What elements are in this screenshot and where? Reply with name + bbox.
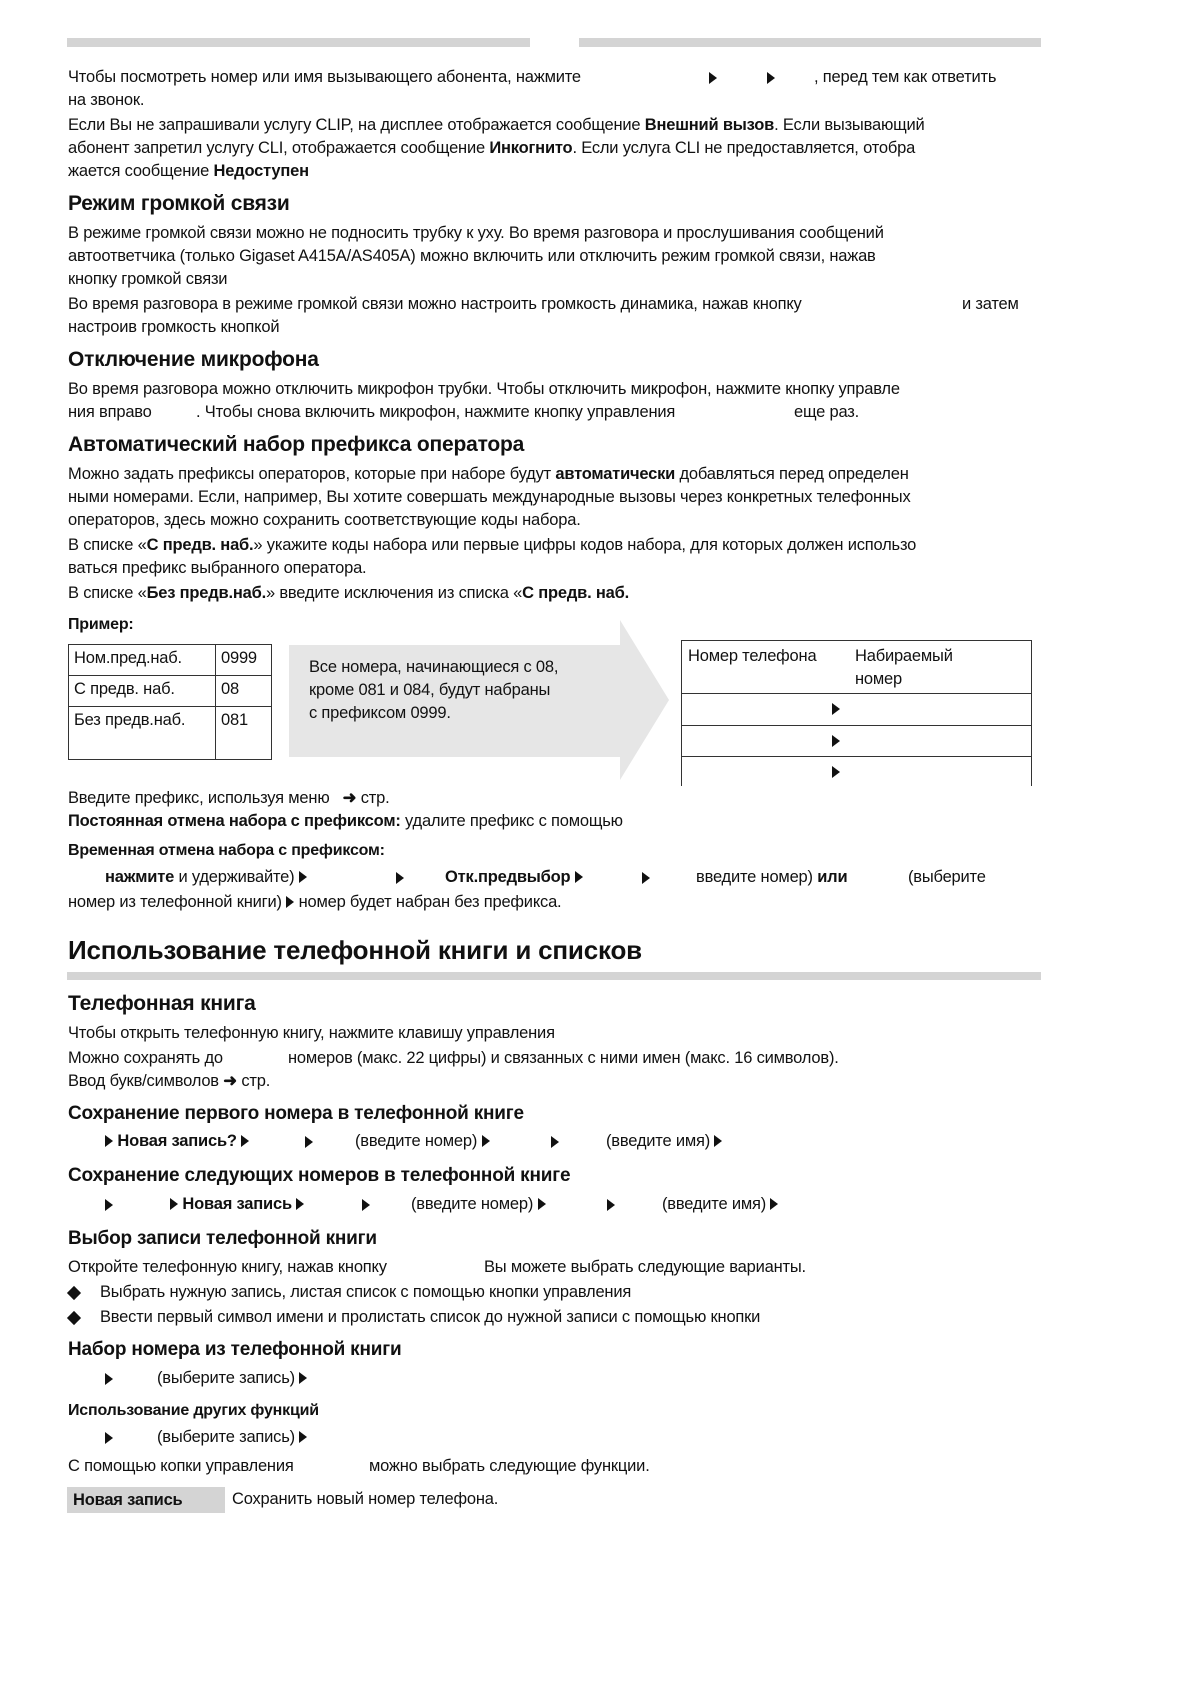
text: Введите префикс, используя меню ➜ стр.: [68, 789, 390, 807]
text: (введите имя): [662, 1194, 778, 1214]
text: ваться префикс выбранного оператора.: [68, 559, 367, 577]
section-heading: Автоматический набор префикса оператора: [68, 433, 525, 456]
option-description: Сохранить новый номер телефона.: [232, 1490, 499, 1508]
bullet-icon: [67, 1286, 81, 1300]
text: и затем: [962, 295, 1019, 313]
text: Ввод букв/символов ➜ стр.: [68, 1072, 271, 1090]
triangle-icon: [607, 1199, 615, 1211]
text: номер из телефонной книги) номер будет набран без префикса.: [68, 893, 562, 911]
text: Отк.предвыбор: [445, 867, 583, 887]
section-heading: Телефонная книга: [68, 992, 256, 1015]
subheading: Использование других функций: [68, 1402, 319, 1419]
triangle-icon: [709, 72, 717, 84]
list-item: Выбрать нужную запись, листая список с помощью кнопки управления: [100, 1283, 632, 1301]
text: (введите номер): [411, 1194, 546, 1214]
triangle-icon: [642, 872, 650, 884]
intro-line: [68, 67, 581, 87]
text: Откройте телефонную книгу, нажав кнопку: [68, 1258, 387, 1276]
text: Постоянная отмена набора с префиксом: удалите префикс с помощью: [68, 812, 623, 830]
header-bar-right: [579, 38, 1041, 47]
chapter-title: Использование телефонной книги и списков: [68, 935, 642, 965]
text: введите номер) или: [696, 868, 848, 886]
subsection-heading: Сохранение следующих номеров в телефонной книге: [68, 1165, 571, 1186]
triangle-icon: [362, 1199, 370, 1211]
steps: Новая запись?: [105, 1131, 249, 1151]
text: Чтобы открыть телефонную книгу, нажмите клавишу управления: [68, 1024, 555, 1042]
text: нажмите и удерживайте): [105, 867, 307, 887]
section-heading: Отключение микрофона: [68, 348, 319, 371]
text: С помощью копки управления: [68, 1457, 294, 1475]
triangle-icon: [767, 72, 775, 84]
text: В списке «Без предв.наб.» введите исключения из списка «С предв. наб.: [68, 584, 629, 602]
list-item: Ввести первый символ имени и пролистать список до нужной записи с помощью кнопки: [100, 1308, 761, 1326]
text: еще раз.: [794, 403, 860, 421]
text: можно выбрать следующие функции.: [369, 1457, 650, 1475]
triangle-icon: [105, 1373, 113, 1385]
text: , перед тем как ответить: [814, 68, 997, 86]
text: ния вправо: [68, 403, 152, 421]
bullet-icon: [67, 1311, 81, 1325]
text: Новая запись: [170, 1194, 304, 1214]
text: ными номерами. Если, например, Вы хотите совершать международные вызовы через конкретных телефонных: [68, 488, 911, 506]
triangle-icon: [105, 1199, 113, 1211]
example-label: Пример:: [68, 616, 134, 633]
subsection-heading: Выбор записи телефонной книги: [68, 1228, 377, 1249]
text: В списке «С предв. наб.» укажите коды набора или первые цифры кодов набора, для которых должен использо: [68, 536, 917, 554]
triangle-icon: [832, 703, 840, 715]
header-bar-left: [67, 38, 530, 47]
triangle-icon: [832, 735, 840, 747]
triangle-icon: [551, 1136, 559, 1148]
text: . Чтобы снова включить микрофон, нажмите кнопку управления: [196, 403, 676, 421]
text: Во время разговора можно отключить микрофон трубки. Чтобы отключить микрофон, нажмите кнопку управле: [68, 380, 900, 398]
chapter-bar: [67, 972, 1041, 980]
option-label-box: [67, 1487, 225, 1513]
text: Чтобы посмотреть номер или имя вызывающего абонента, нажмите: [68, 68, 581, 86]
subheading: Временная отмена набора с префиксом:: [68, 842, 385, 859]
text: операторов, здесь можно сохранить соответствующие коды набора.: [68, 511, 581, 529]
arrow-text: Все номера, начинающиеся с 08, кроме 081 и 084, будут набраны с префиксом 0999.: [309, 658, 559, 722]
text: номеров (макс. 22 цифры) и связанных с ними имен (макс. 16 символов).: [288, 1049, 839, 1067]
result-table: Номер телефона Набираемый номер: [681, 640, 1032, 786]
text: кнопку громкой связи: [68, 270, 228, 288]
triangle-icon: [396, 872, 404, 884]
intro-line: Если Вы не запрашивали услугу CLIP, на дисплее отображается сообщение Внешний вызов. Если вызывающий: [68, 116, 925, 134]
triangle-icon: [305, 1136, 313, 1148]
text: (выберите запись): [157, 1427, 307, 1447]
text: Во время разговора в режиме громкой связи можно настроить громкость динамика, нажав кнопку: [68, 295, 802, 313]
subsection-heading: Набор номера из телефонной книги: [68, 1339, 402, 1360]
text: (введите номер): [355, 1131, 490, 1151]
example-table: Ном.пред.наб. 0999 С предв. наб. 08 Без предв.наб. 081: [68, 644, 272, 760]
text: Можно сохранять до: [68, 1049, 223, 1067]
text: Можно задать префиксы операторов, которые при наборе будут автоматически добавляться перед определен: [68, 465, 909, 483]
text: автоответчика (только Gigaset A415A/AS405A) можно включить или отключить режим громкой связи, нажав: [68, 247, 876, 265]
intro-line: абонент запретил услугу CLI, отображается сообщение Инкогнито. Если услуга CLI не предоставляется, отобра: [68, 139, 916, 157]
text: на звонок.: [68, 91, 145, 109]
intro-line: жается сообщение Недоступен: [68, 162, 309, 180]
subsection-heading: Сохранение первого номера в телефонной книге: [68, 1103, 524, 1124]
text: В режиме громкой связи можно не подносить трубку к уху. Во время разговора и прослушивания сообщений: [68, 224, 884, 242]
text: Вы можете выбрать следующие варианты.: [484, 1258, 806, 1276]
section-heading: Режим громкой связи: [68, 192, 290, 215]
triangle-icon: [832, 766, 840, 778]
text: (выберите: [908, 868, 986, 886]
text: (выберите запись): [157, 1368, 307, 1388]
triangle-icon: [105, 1432, 113, 1444]
option-label: Новая запись: [73, 1491, 183, 1509]
text: настроив громкость кнопкой: [68, 318, 280, 336]
text: (введите имя): [606, 1131, 722, 1151]
arrow-right-icon: ➜: [342, 789, 357, 807]
